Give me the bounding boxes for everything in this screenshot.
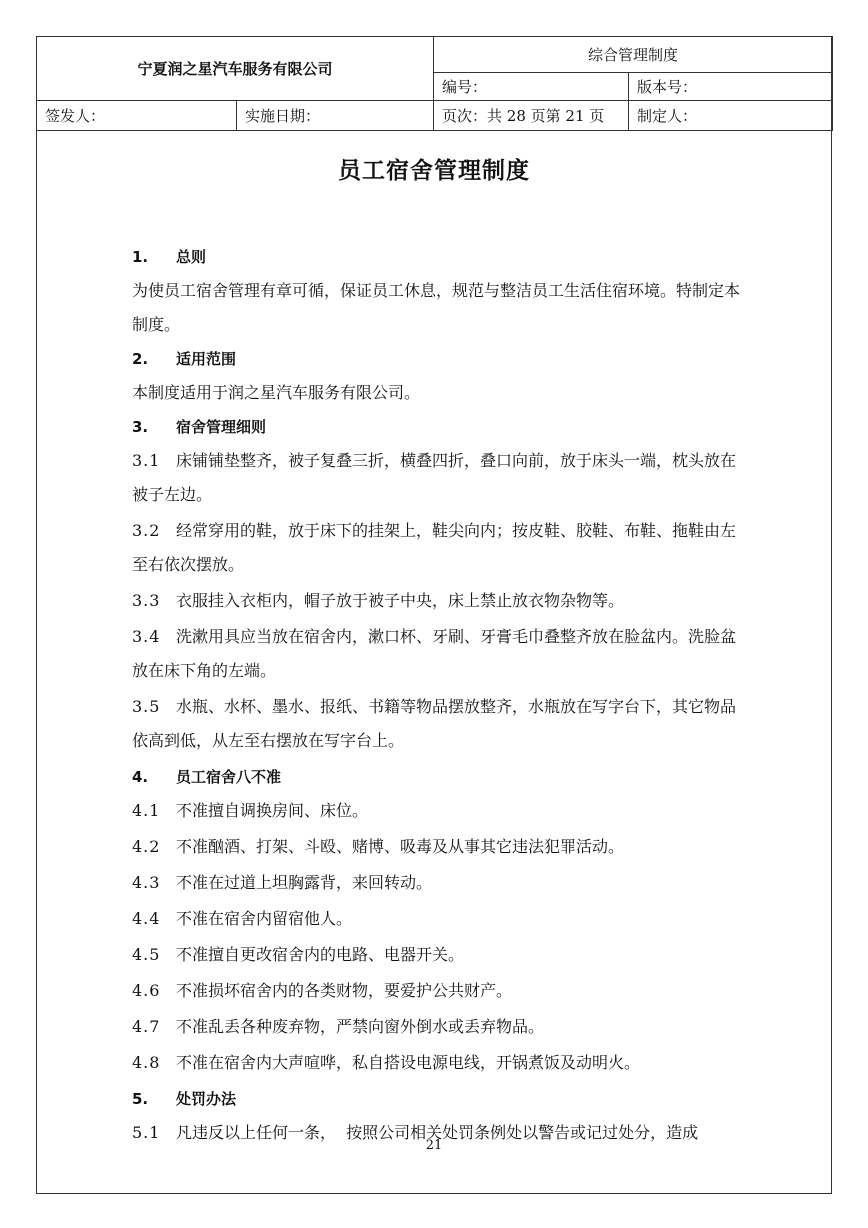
list-item: [132, 794, 744, 828]
section-title: 员工宿舍八不准: [176, 768, 282, 786]
list-item: [132, 938, 744, 972]
document-body: [132, 240, 744, 1152]
section-number: 2.: [132, 350, 149, 368]
list-item: [132, 514, 744, 582]
list-item: [132, 1046, 744, 1080]
issuer-label: 签发人：: [37, 101, 237, 131]
list-item: [132, 444, 744, 512]
item-text: 不准擅自调换房间、床位。: [176, 801, 369, 820]
page-count: 页次：共 28 页第 21 页: [434, 101, 629, 131]
list-item: [132, 584, 744, 618]
list-item: [132, 902, 744, 936]
item-number: 3.1: [132, 451, 161, 470]
page-number: 21: [425, 1138, 443, 1153]
section-heading: [132, 760, 744, 794]
paragraph: 本制度适用于润之星汽车服务有限公司。: [132, 383, 421, 402]
item-number: 3.4: [132, 627, 161, 646]
item-number: 4.5: [132, 945, 161, 964]
section-number: 3.: [132, 418, 149, 436]
list-item: [132, 974, 744, 1008]
author-label: 制定人：: [629, 101, 833, 131]
item-number: 5.1: [132, 1123, 161, 1142]
item-number: 4.6: [132, 981, 161, 1000]
document-title: 员工宿舍管理制度: [338, 158, 530, 184]
paragraph: 为使员工宿舍管理有章可循，保证员工休息，规范与整洁员工生活住宿环境。特制定本制度。: [132, 281, 741, 334]
list-item: [132, 866, 744, 900]
item-text: 水瓶、水杯、墨水、报纸、书籍等物品摆放整齐，水瓶放在写字台下，其它物品依高到低，从左至右摆放在写字台上。: [132, 697, 737, 750]
section-title: 处罚办法: [176, 1090, 237, 1108]
item-number: 4.3: [132, 873, 161, 892]
item-text: 不准损坏宿舍内的各类财物，要爱护公共财产。: [176, 981, 513, 1000]
item-text: 不准擅自更改宿舍内的电路、电器开关。: [176, 945, 465, 964]
item-number: 4.1: [132, 801, 161, 820]
item-text: 经常穿用的鞋，放于床下的挂架上，鞋尖向内；按皮鞋、胶鞋、布鞋、拖鞋由左至右依次摆放。: [132, 521, 737, 574]
section-number: 5.: [132, 1090, 149, 1108]
section-heading: [132, 240, 744, 274]
list-item: [132, 690, 744, 758]
list-item: [132, 620, 744, 688]
section-number: 1.: [132, 248, 149, 266]
item-number: 3.5: [132, 697, 161, 716]
effective-date-label: 实施日期：: [237, 101, 434, 131]
version-label: 版本号：: [629, 73, 833, 101]
item-text: 不准在宿舍内留宿他人。: [176, 909, 353, 928]
section-title: 总则: [176, 248, 207, 266]
item-number: 4.8: [132, 1053, 161, 1072]
item-text: 不准乱丢各种废弃物，严禁向窗外倒水或丢弃物品。: [176, 1017, 545, 1036]
item-text: 洗漱用具应当放在宿舍内，漱口杯、牙刷、牙膏毛巾叠整齐放在脸盆内。洗脸盆放在床下角的左端。: [132, 627, 737, 680]
section-title: 宿舍管理细则: [176, 418, 267, 436]
list-item: [132, 1010, 744, 1044]
item-number: 3.3: [132, 591, 161, 610]
item-number: 4.4: [132, 909, 161, 928]
item-text: 衣服挂入衣柜内，帽子放于被子中央，床上禁止放衣物杂物等。: [176, 591, 625, 610]
section-heading: [132, 1082, 744, 1116]
item-number: 4.2: [132, 837, 161, 856]
document-header-table: [36, 36, 833, 131]
item-text: 床铺铺垫整齐，被子复叠三折，横叠四折，叠口向前，放于床头一端，枕头放在被子左边。: [132, 451, 737, 504]
system-name: 综合管理制度: [434, 37, 833, 73]
item-text: 不准酗酒、打架、斗殴、赌博、吸毒及从事其它违法犯罪活动。: [176, 837, 625, 856]
section-title: 适用范围: [176, 350, 237, 368]
section-number: 4.: [132, 768, 149, 786]
doc-number-label: 编号：: [434, 73, 629, 101]
item-text: 不准在过道上坦胸露背，来回转动。: [176, 873, 433, 892]
section-heading: [132, 410, 744, 444]
company-name: 宁夏润之星汽车服务有限公司: [37, 37, 434, 101]
item-text: 凡违反以上任何一条， 按照公司相关处罚条例处以警告或记过处分，造成: [176, 1123, 699, 1142]
item-number: 4.7: [132, 1017, 161, 1036]
item-number: 3.2: [132, 521, 161, 540]
item-text: 不准在宿舍内大声喧哗，私自搭设电源电线，开锅煮饭及动明火。: [176, 1053, 641, 1072]
list-item: [132, 830, 744, 864]
section-heading: [132, 342, 744, 376]
